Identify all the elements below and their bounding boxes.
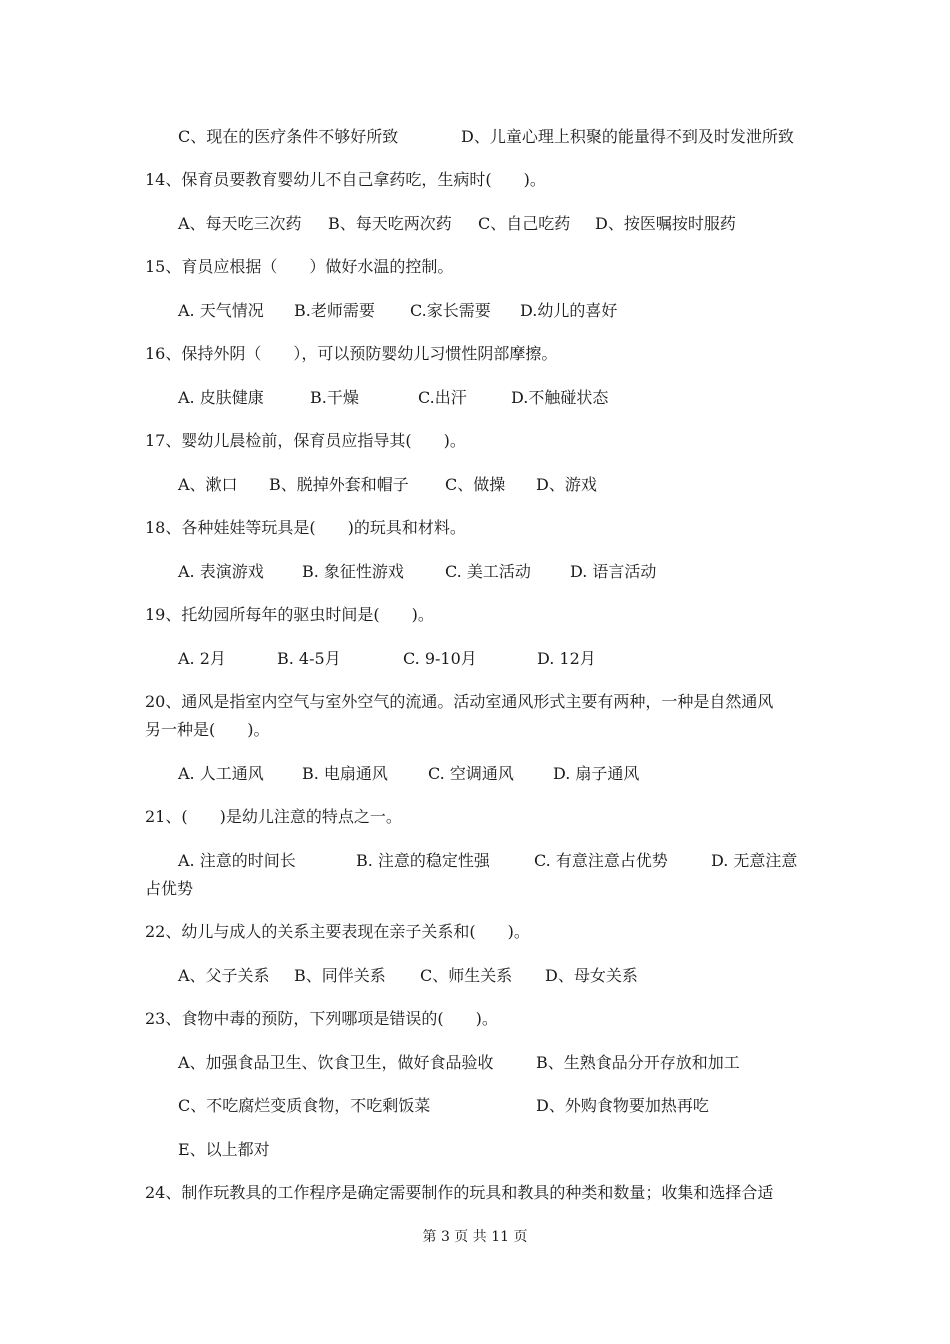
option-b: B.老师需要: [294, 301, 375, 320]
question-text: 14、保育员要教育婴幼儿不自己拿药吃，生病时( )。: [145, 170, 546, 189]
option-c: C.家长需要: [410, 301, 491, 320]
option-d: D. 无意注意: [711, 851, 798, 870]
option-text: 占优势: [145, 879, 194, 898]
option-b: B. 象征性游戏: [302, 562, 404, 581]
option-b: B、同伴关系: [294, 966, 386, 985]
option-c: C、师生关系: [420, 966, 513, 985]
option-d: D.不触碰状态: [511, 388, 609, 407]
question-text: 22、幼儿与成人的关系主要表现在亲子关系和( )。: [145, 922, 530, 941]
question-text: 17、婴幼儿晨检前，保育员应指导其( )。: [145, 431, 466, 450]
option-c: C、自己吃药: [478, 214, 571, 233]
option-a: A、每天吃三次药: [178, 214, 302, 233]
option-d: D、按医嘱按时服药: [595, 214, 736, 233]
question-text: 19、托幼园所每年的驱虫时间是( )。: [145, 605, 434, 624]
option-a: A. 天气情况: [178, 301, 264, 320]
option-a: A、漱口: [178, 475, 238, 494]
page-number-footer: 第 3 页 共 11 页: [422, 1229, 528, 1245]
option-a: A. 2月: [178, 649, 226, 668]
option-c: C. 空调通风: [428, 764, 514, 783]
option-b: B. 电扇通风: [302, 764, 388, 783]
option-c: C、做操: [445, 475, 506, 494]
question-text: 21、( )是幼儿注意的特点之一。: [145, 807, 402, 826]
question-text: 24、制作玩教具的工作程序是确定需要制作的玩具和教具的种类和数量；收集和选择合适: [145, 1183, 774, 1202]
option-b: B.干燥: [310, 388, 359, 407]
option-c: C、现在的医疗条件不够好所致: [178, 127, 399, 146]
option-d: D、母女关系: [545, 966, 638, 985]
option-d: D.幼儿的喜好: [520, 301, 618, 320]
option-c: C.出汗: [418, 388, 467, 407]
option-c: C. 9-10月: [403, 649, 477, 668]
question-text: 另一种是( )。: [145, 720, 270, 739]
option-a: A. 皮肤健康: [178, 388, 264, 407]
option-e: E、以上都对: [178, 1140, 270, 1159]
option-a: A. 人工通风: [178, 764, 264, 783]
option-d: D、儿童心理上积聚的能量得不到及时发泄所致: [461, 127, 794, 146]
option-d: D. 扇子通风: [553, 764, 640, 783]
option-b: B、生熟食品分开存放和加工: [536, 1053, 740, 1072]
question-text: 23、食物中毒的预防，下列哪项是错误的( )。: [145, 1009, 498, 1028]
option-c: C、不吃腐烂变质食物，不吃剩饭菜: [178, 1096, 431, 1115]
option-c: C. 美工活动: [445, 562, 531, 581]
question-text: 15、育员应根据（ ）做好水温的控制。: [145, 257, 454, 276]
option-a: A、加强食品卫生、饮食卫生，做好食品验收: [178, 1053, 494, 1072]
option-d: D、游戏: [536, 475, 597, 494]
option-a: A、父子关系: [178, 966, 270, 985]
option-b: B、每天吃两次药: [328, 214, 452, 233]
option-b: B、脱掉外套和帽子: [269, 475, 409, 494]
option-d: D. 语言活动: [570, 562, 657, 581]
option-b: B. 注意的稳定性强: [356, 851, 490, 870]
option-c: C. 有意注意占优势: [534, 851, 668, 870]
option-a: A. 表演游戏: [178, 562, 264, 581]
question-text: 18、各种娃娃等玩具是( )的玩具和材料。: [145, 518, 466, 537]
option-a: A. 注意的时间长: [178, 851, 296, 870]
option-d: D. 12月: [537, 649, 596, 668]
option-b: B. 4-5月: [277, 649, 341, 668]
question-text: 20、通风是指室内空气与室外空气的流通。活动室通风形式主要有两种，一种是自然通风: [145, 692, 774, 711]
question-text: 16、保持外阴（ ），可以预防婴幼儿习惯性阴部摩擦。: [145, 344, 558, 363]
option-d: D、外购食物要加热再吃: [536, 1096, 709, 1115]
